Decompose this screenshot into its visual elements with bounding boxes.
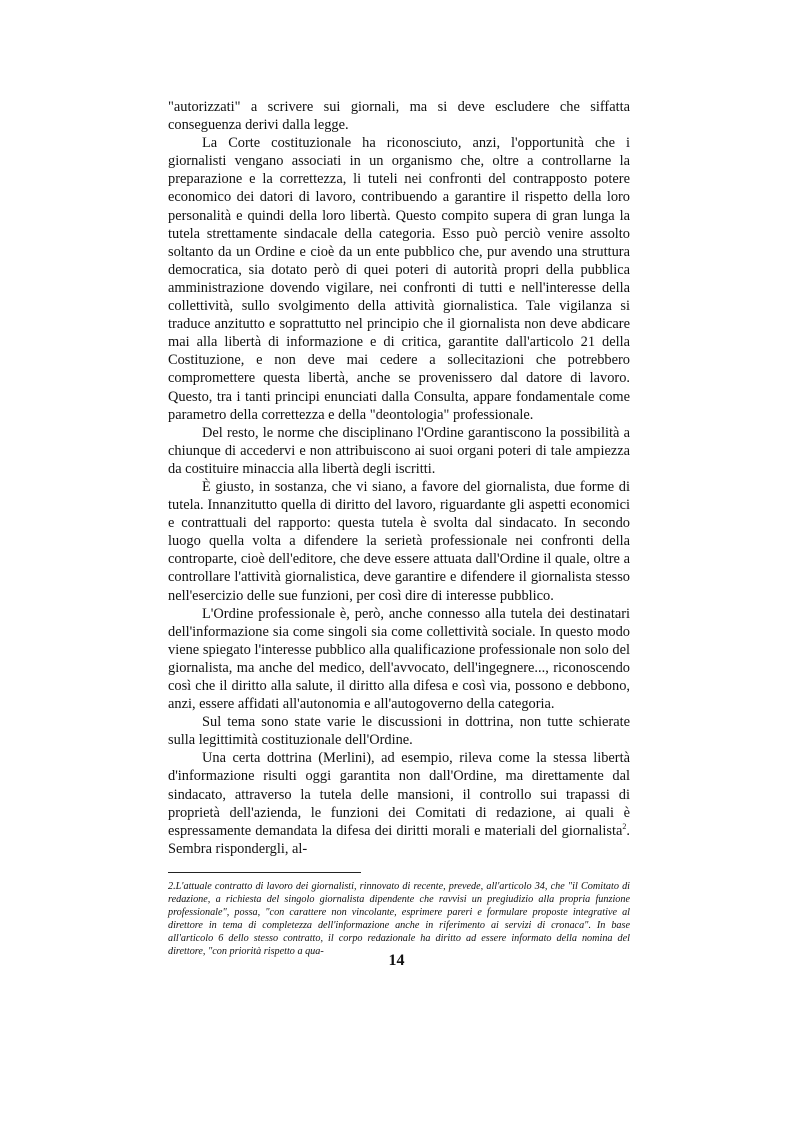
- footnote-separator: [168, 872, 361, 873]
- paragraph: È giusto, in sostanza, che vi siano, a favore del giornalista, due forme di tutela. Innanzitutto quella di diritto del lavoro, riguardante gli aspetti economici e contrattuali del rapporto: questa tutela è svolta dal sindacato. In secondo luogo quella volta a difendere la serietà professionale nei confronti della controparte, cioè dell'editore, che deve essere attuata dall'Ordine il quale, oltre a controllare l'attività giornalistica, deve garantire e difendere il giornalista stesso nell'esercizio delle sue funzioni, per così dire di interesse pubblico.: [168, 478, 630, 604]
- footnote-reference[interactable]: 2: [622, 821, 627, 831]
- paragraph: La Corte costituzionale ha riconosciuto, anzi, l'opportunità che i giornalisti vengano associati in un organismo che, oltre a controllarne la preparazione e la correttezza, li tuteli nei confronti del contrapposto potere economico dei datori di lavoro, contribuendo a garantire il rispetto della loro personalità e quindi della loro libertà. Questo compito supera di gran lunga la tutela strettamente sindacale della categoria. Esso può perciò venire assolto soltanto da un Ordine e cioè da un ente pubblico che, pur avendo una struttura democratica, sia dotato però di quei poteri di autorità propri della pubblica amministrazione dovendo vigilare, nei confronti di tutti e nell'interesse della collettività, sullo svolgimento della attività giornalistica. Tale vigilanza si traduce anzitutto e soprattutto nel principio che il giornalista non deve abdicare mai alla libertà di informazione e di critica, garantite dall'articolo 21 della Costituzione, e non deve mai cedere a sollecitazioni che potrebbero compromettere questa libertà, anche se provenissero dal datore di lavoro. Questo, tra i tanti principi enunciati dalla Consulta, appare fondamentale come parametro della correttezza e della "deontologia" professionale.: [168, 135, 630, 423]
- body-text: [168, 98, 630, 858]
- paragraph: Del resto, le norme che disciplinano l'Ordine garantiscono la possibilità a chiunque di accedervi e non attribuiscono ai suoi organi poteri di tale ampiezza da costituire minaccia alla libertà degli iscritti.: [168, 424, 630, 477]
- paragraph-text-continued: . Sembra rispondergli, al-: [168, 822, 630, 857]
- paragraph: "autorizzati" a scrivere sui giornali, ma si deve escludere che siffatta conseguenza derivi dalla legge.: [168, 99, 630, 134]
- paragraph-with-footnote-ref: [168, 749, 630, 858]
- paragraph: Sul tema sono state varie le discussioni in dottrina, non tutte schierate sulla legittimità costituzionale dell'Ordine.: [168, 714, 630, 749]
- page-number: 14: [388, 952, 405, 969]
- paragraph: L'Ordine professionale è, però, anche connesso alla tutela dei destinatari dell'informazione sia come singoli sia come collettività sociale. In questo modo viene spiegato l'interesse pubblico alla qualificazione professionale non solo del giornalista, ma anche del medico, dell'avvocato, dell'ingegnere..., riconoscendo così che il diritto alla salute, il diritto alla difesa e così via, possono e debbono, anzi, essere affidati all'autonomia e all'autogoverno della categoria.: [168, 605, 630, 713]
- paragraph-text: Una certa dottrina (Merlini), ad esempio, rileva come la stessa libertà d'informazione risulti oggi garantita non dall'Ordine, ma direttamente dal sindacato, attraverso la tutela delle mansioni, il controllo sui trapassi di proprietà dell'azienda, le funzioni dei Comitati di redazione, ai quali è espressamente demandata la difesa dei diritti morali e materiali del giornalista: [168, 750, 630, 839]
- footnote-text: 2.L'attuale contratto di lavoro dei giornalisti, rinnovato di recente, prevede, all'articolo 34, che "il Comitato di redazione, a richiesta del singolo giornalista dipendente che ravvisi un pregiudizio alla propria funzione professionale", possa, "con carattere non vincolante, esprimere pareri e formulare proposte integrative al direttore in tema di completezza dell'informazione anche in riferimento ai servizi di cronaca". In base all'articolo 6 dello stesso contratto, il corpo redazionale ha diritto ad essere informato della nomina del direttore, "con priorità rispetto a qua-: [168, 880, 630, 957]
- footnote: [168, 880, 630, 958]
- page-content: [168, 98, 630, 958]
